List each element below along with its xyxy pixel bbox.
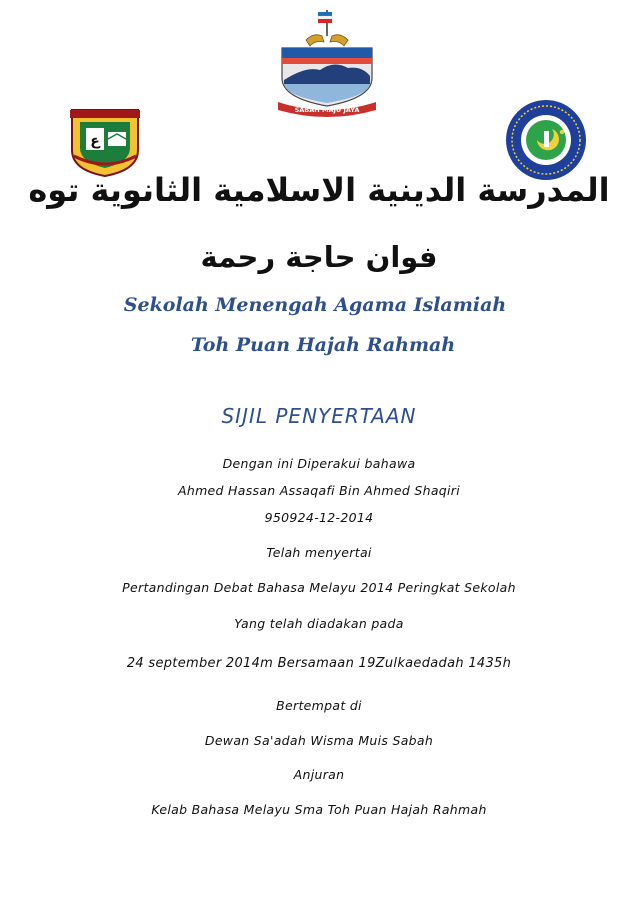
- event-date: 24 september 2014m Bersamaan 19Zulkaedadah 1435h: [126, 656, 512, 671]
- certificate-title: SIJIL PENYERTAAN: [221, 404, 417, 428]
- crest-motto: SABAH MAJU JAYA: [294, 106, 360, 114]
- certify-text: Dengan ini Diperakui bahawa: [222, 456, 416, 471]
- school-name-line1: Sekolah Menengah Agama Islamiah: [123, 294, 507, 316]
- participated-text: Telah menyertai: [266, 545, 372, 560]
- participant-id: 950924-12-2014: [264, 510, 374, 525]
- organizer-name: Kelab Bahasa Melayu Sma Toh Puan Hajah Rahmah: [151, 802, 487, 817]
- venue-label: Bertempat di: [276, 698, 362, 713]
- sabah-crest-logo: [268, 6, 386, 118]
- organizer-label: Anjuran: [293, 767, 345, 782]
- svg-text:ع: ع: [90, 133, 100, 149]
- participant-name: Ahmed Hassan Assaqafi Bin Ahmed Shaqiri: [178, 483, 460, 498]
- event-name: Pertandingan Debat Bahasa Melayu 2014 Peringkat Sekolah: [122, 580, 516, 595]
- held-on-text: Yang telah diadakan pada: [234, 616, 404, 631]
- school-name-line2: Toh Puan Hajah Rahmah: [190, 334, 456, 356]
- arabic-school-name: المدرسة الدينية الاسلامية الثانوية توه: [28, 171, 610, 209]
- school-crest-logo: [66, 100, 144, 178]
- venue-name: Dewan Sa'adah Wisma Muis Sabah: [204, 733, 434, 748]
- arabic-school-name-line2: فوان حاجة رحمة: [200, 240, 438, 274]
